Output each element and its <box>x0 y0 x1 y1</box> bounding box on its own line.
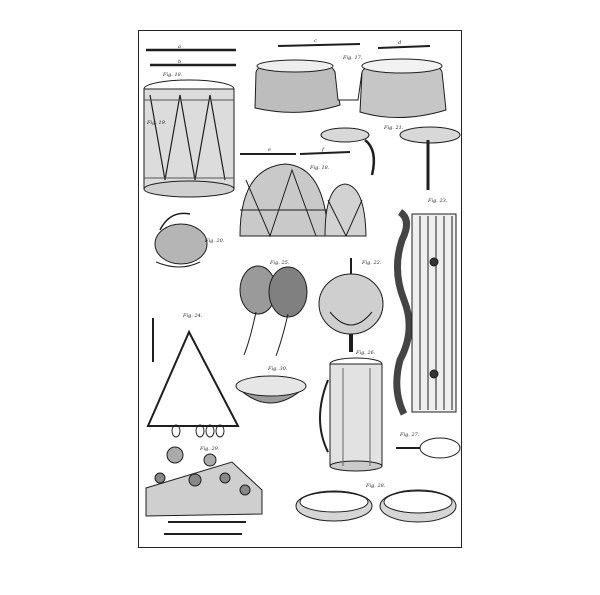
label-fig17: Fig. 17. <box>343 55 363 61</box>
label-fig24: Fig. 24. <box>183 313 203 319</box>
rattle-illustration <box>319 258 383 352</box>
label-letter-d: d <box>398 40 402 46</box>
maracas-illustration <box>240 266 307 356</box>
gourd-shaker-illustration <box>155 213 207 267</box>
tambourine-pair-illustration <box>296 490 456 522</box>
jaw-harp-illustration <box>396 438 460 458</box>
label-fig29: Fig. 29. <box>200 446 220 452</box>
drumsticks-middle <box>240 152 350 154</box>
label-fig18-top: Fig. 18. <box>163 72 183 78</box>
label-fig25: Fig. 25. <box>270 260 290 266</box>
label-letter-f: f <box>322 147 324 153</box>
label-fig21: Fig. 21. <box>384 125 404 131</box>
label-fig28: Fig. 28. <box>366 483 386 489</box>
label-letter-c: c <box>314 38 317 44</box>
triangle-instrument-illustration <box>148 318 238 437</box>
zither-illustration <box>397 212 456 414</box>
jingle-bowl-illustration <box>236 376 306 403</box>
label-fig22: Fig. 22. <box>362 260 382 266</box>
label-letter-a: a <box>178 44 181 50</box>
label-fig27: Fig. 27. <box>400 432 420 438</box>
label-letter-e: e <box>268 147 271 153</box>
bell-board-illustration <box>146 447 262 516</box>
label-letter-b: b <box>178 59 182 65</box>
side-drum-illustration <box>144 80 234 197</box>
drumsticks-bottom <box>164 522 246 534</box>
hand-cymbals-illustration <box>321 127 460 190</box>
label-fig18-mid: Fig. 18. <box>310 165 330 171</box>
label-fig23: Fig. 23. <box>428 198 448 204</box>
label-fig30: Fig. 30. <box>268 366 288 372</box>
label-fig26: Fig. 26. <box>356 350 376 356</box>
drumsticks-top-left <box>146 50 236 65</box>
tall-drum-illustration <box>320 358 382 471</box>
label-fig20: Fig. 20. <box>205 238 225 244</box>
nakers-drums-illustration <box>240 164 366 236</box>
label-fig19: Fig. 19. <box>147 120 167 126</box>
